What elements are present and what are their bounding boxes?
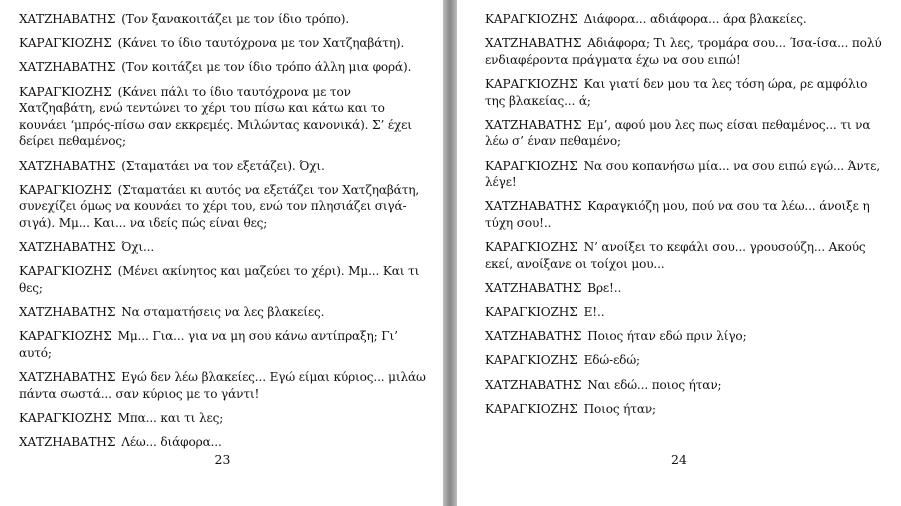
dialogue-line (19, 59, 429, 76)
dialogue-line (19, 369, 429, 402)
dialogue-line (485, 158, 889, 191)
dialogue-line (485, 117, 889, 150)
speaker-name: ΚΑΡΑΓΚΙΟΖΗΣ (485, 353, 578, 368)
speaker-name: ΧΑΤΖΗΑΒΑΤΗΣ (485, 329, 582, 344)
speaker-name: ΚΑΡΑΓΚΙΟΖΗΣ (485, 12, 578, 26)
speaker-name: ΧΑΤΖΗΑΒΑΤΗΣ (19, 435, 116, 449)
dialogue-line (485, 401, 889, 418)
line-text: Ποιος ήταν; (583, 401, 656, 416)
dialogue-line (485, 198, 889, 231)
line-text: Και γιατί δεν μου τα λες τόση ώρα, ρε αμφόλιο της βλακείας... ά; (485, 76, 868, 108)
page-23 (0, 0, 443, 506)
speaker-name: ΚΑΡΑΓΚΙΟΖΗΣ (19, 182, 112, 197)
page-24 (457, 0, 901, 506)
line-text: Ποιος ήταν εδώ πριν λίγο; (587, 329, 747, 344)
dialogue-line (19, 328, 429, 361)
dialogue-line (19, 11, 429, 28)
speaker-name: ΧΑΤΖΗΑΒΑΤΗΣ (485, 117, 582, 132)
line-text: Εμ’, αφού μου λες πως είσαι πεθαμένος... τι να λέω σ’ έναν πεθαμένο; (485, 117, 871, 149)
speaker-name: ΧΑΤΖΗΑΒΑΤΗΣ (19, 158, 116, 173)
speaker-name: ΧΑΤΖΗΑΒΑΤΗΣ (19, 370, 116, 385)
dialogue-line (485, 239, 889, 272)
line-text: Ν’ ανοίξει το κεφάλι σου... γρουσούζη... Ακούς εκεί, ανοίξανε οι τοίχοι μου... (485, 240, 866, 271)
speaker-name: ΚΑΡΑΓΚΙΟΖΗΣ (19, 84, 112, 99)
line-text: (Μένει ακίνητος και μαζεύει το χέρι). Μμ... Και τι θες; (19, 264, 420, 295)
dialogue-line (485, 76, 889, 109)
speaker-name: ΚΑΡΑΓΚΙΟΖΗΣ (19, 264, 112, 279)
speaker-name: ΧΑΤΖΗΑΒΑΤΗΣ (19, 305, 116, 320)
speaker-name: ΚΑΡΑΓΚΙΟΖΗΣ (485, 158, 578, 173)
line-text: Να σταματήσεις να λες βλακείες. (121, 305, 325, 320)
line-text: Μπα... και τι λες; (117, 410, 224, 425)
line-text: Διάφορα... αδιάφορα... άρα βλακείες. (583, 12, 807, 26)
dialogue-line (19, 84, 429, 150)
line-text: Βρε!.. (587, 280, 622, 295)
speaker-name: ΚΑΡΑΓΚΙΟΖΗΣ (19, 36, 112, 51)
speaker-name: ΧΑΤΖΗΑΒΑΤΗΣ (485, 36, 582, 51)
line-text: (Τον κοιτάζει με τον ίδιο τρόπο άλλη μια φορά). (121, 60, 412, 75)
line-text: Αδιάφορα; Τι λες, τρομάρα σου... Ίσα-ίσα... πολύ ενδιαφέροντα πράγματα έχω να σου ειπώ! (485, 36, 882, 67)
speaker-name: ΚΑΡΑΓΚΙΟΖΗΣ (485, 305, 578, 320)
page-number: 23 (214, 452, 231, 467)
dialogue-line (485, 377, 889, 394)
dialogue-line (19, 410, 429, 427)
line-text: (Σταματάει να τον εξετάζει). Όχι. (121, 158, 325, 173)
speaker-name: ΧΑΤΖΗΑΒΑΤΗΣ (485, 280, 582, 295)
line-text: (Κάνει πάλι το ίδιο ταυτόχρονα με τον Χατζηαβάτη, ενώ τεντώνει το χέρι του πίσω και κάτω και το κουνάει ‘μπρός-πίσω σαν εκκρεμές. Μιλώντας κανονικά). Σ’ έχει δείρει πεθαμένος; (19, 84, 412, 149)
dialogue-line (485, 328, 889, 345)
line-text: Ναι εδώ... ποιος ήταν; (587, 377, 722, 392)
speaker-name: ΧΑΤΖΗΑΒΑΤΗΣ (485, 377, 582, 392)
line-text: Εδώ-εδώ; (583, 353, 640, 368)
speaker-name: ΚΑΡΑΓΚΙΟΖΗΣ (19, 329, 112, 344)
line-text: (Τον ξανακοιτάζει με τον ίδιο τρόπο). (121, 12, 350, 26)
dialogue-line (485, 304, 889, 321)
line-text: Μμ... Για... για να μη σου κάνω αντίπραξη; Γι’ αυτό; (19, 329, 398, 360)
dialogue-line (19, 158, 429, 175)
dialogue-line (19, 304, 429, 321)
page-number: 24 (671, 452, 687, 467)
dialogue-line (19, 434, 429, 451)
speaker-name: ΚΑΡΑΓΚΙΟΖΗΣ (485, 240, 578, 255)
speaker-name: ΚΑΡΑΓΚΙΟΖΗΣ (485, 401, 578, 416)
speaker-name: ΚΑΡΑΓΚΙΟΖΗΣ (19, 410, 112, 425)
line-text: (Σταματάει κι αυτός να εξετάζει τον Χατζηαβάτη, συνεχίζει όμως να κουνάει το χέρι του, ενώ τον πλησιάζει σιγά-σιγά). Μμ... Και... να ιδείς πώς είναι θες; (19, 182, 420, 230)
dialogue-line (19, 35, 429, 52)
page-body (19, 11, 429, 451)
dialogue-line (485, 280, 889, 297)
dialogue-line (19, 182, 429, 232)
speaker-name: ΧΑΤΖΗΑΒΑΤΗΣ (19, 240, 116, 255)
speaker-name: ΧΑΤΖΗΑΒΑΤΗΣ (485, 199, 582, 214)
line-text: Εγώ δεν λέω βλακείες... Εγώ είμαι κύριος... μιλάω πάντα σωστά... σαν κύριος με το γάντι! (19, 370, 426, 401)
dialogue-line (19, 239, 429, 256)
line-text: Να σου κοπανήσω μία... να σου ειπώ εγώ... Άντε, λέγε! (485, 158, 880, 190)
dialogue-line (485, 352, 889, 369)
line-text: Ε!.. (583, 305, 605, 320)
line-text: Όχι... (121, 240, 155, 255)
page-body (485, 11, 889, 417)
line-text: (Κάνει το ίδιο ταυτόχρονα με τον Χατζηαβάτη). (117, 36, 405, 51)
page-gutter (443, 0, 457, 506)
dialogue-line (485, 35, 889, 68)
line-text: Λέω... διάφορα... (121, 435, 222, 449)
speaker-name: ΚΑΡΑΓΚΙΟΖΗΣ (485, 76, 578, 91)
speaker-name: ΧΑΤΖΗΑΒΑΤΗΣ (19, 12, 116, 26)
line-text: Καραγκιόζη μου, πού να σου τα λέω... άνοιξε η τύχη σου!.. (485, 199, 870, 230)
dialogue-line (19, 263, 429, 296)
dialogue-line (485, 11, 889, 28)
speaker-name: ΧΑΤΖΗΑΒΑΤΗΣ (19, 60, 116, 75)
